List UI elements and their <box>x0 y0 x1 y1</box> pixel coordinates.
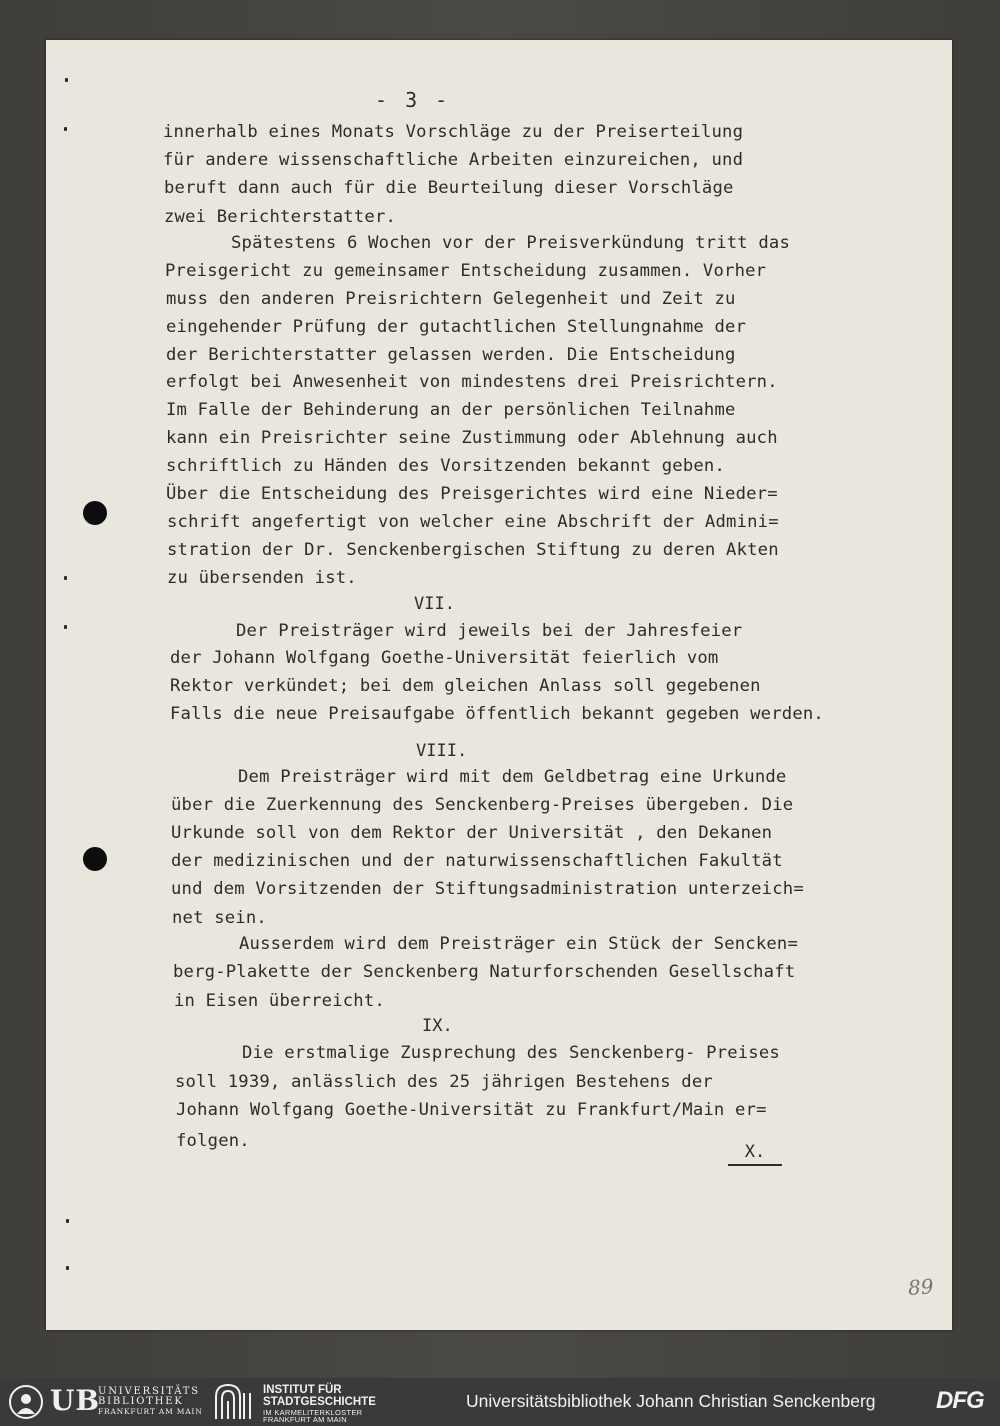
text-line: net sein. <box>172 908 267 928</box>
margin-speck <box>64 127 67 131</box>
text-line: zwei Berichterstatter. <box>164 207 397 227</box>
text-line: beruft dann auch für die Beurteilung dieser Vorschläge <box>164 178 734 198</box>
section-heading-vii: VII. <box>414 594 455 614</box>
text-line: in Eisen überreicht. <box>174 991 385 1011</box>
isg-logo-title <box>263 1384 376 1408</box>
ub-line-3: FRANKFURT AM MAIN <box>98 1407 203 1416</box>
text-line: der Johann Wolfgang Goethe-Universität feierlich vom <box>170 648 719 668</box>
text-line: soll 1939, anlässlich des 25 jährigen Bestehens der <box>175 1072 713 1092</box>
university-seal-icon <box>8 1384 44 1420</box>
isg-line-3: IM KARMELITERKLOSTER <box>263 1408 363 1417</box>
isg-line-1: INSTITUT FÜR <box>263 1384 342 1396</box>
text-line: innerhalb eines Monats Vorschläge zu der Preiserteilung <box>163 122 744 142</box>
text-line: kann ein Preisrichter seine Zustimmung oder Ablehnung auch <box>166 428 778 448</box>
section-heading-ix: IX. <box>422 1016 453 1036</box>
isg-line-2: STADTGESCHICHTE <box>263 1396 376 1408</box>
punch-hole-top <box>83 501 107 525</box>
text-line: der medizinischen und der naturwissenschaftlichen Fakultät <box>171 851 783 871</box>
text-line: Der Preisträger wird jeweils bei der Jahresfeier <box>236 621 743 641</box>
page-number: - 3 - <box>375 88 451 112</box>
text-line: zu übersenden ist. <box>167 568 357 588</box>
folio-number: 89 <box>907 1274 935 1300</box>
margin-speck <box>64 576 67 580</box>
text-line: Preisgericht zu gemeinsamer Entscheidung zusammen. Vorher <box>165 261 767 281</box>
text-line: Im Falle der Behinderung an der persönlichen Teilnahme <box>166 400 736 420</box>
text-line: erfolgt bei Anwesenheit von mindestens drei Preisrichtern. <box>166 372 778 392</box>
text-line: über die Zuerkennung des Senckenberg-Preises übergeben. Die <box>171 795 794 815</box>
text-line: für andere wissenschaftliche Arbeiten einzureichen, und <box>163 150 744 170</box>
text-line: stration der Dr. Senckenbergischen Stiftung zu deren Akten <box>167 540 779 560</box>
text-line: Johann Wolfgang Goethe-Universität zu Frankfurt/Main er= <box>176 1100 767 1120</box>
text-line: Spätestens 6 Wochen vor der Preisverkündung tritt das <box>231 233 791 253</box>
text-line: Dem Preisträger wird mit dem Geldbetrag eine Urkunde <box>238 767 787 787</box>
footer-library-title: Universitätsbibliothek Johann Christian Senckenberg <box>466 1391 876 1411</box>
ub-line-2: BIBLIOTHEK <box>98 1396 184 1407</box>
text-line: folgen. <box>176 1131 250 1151</box>
ub-line-1: UNIVERSITÄTS <box>98 1386 200 1397</box>
ub-logo-text <box>98 1387 203 1417</box>
text-line: Die erstmalige Zusprechung des Senckenberg- Preises <box>242 1043 780 1063</box>
institute-arch-icon <box>214 1383 254 1421</box>
section-heading-x: X. <box>728 1142 782 1166</box>
footer-bar <box>0 1378 1000 1426</box>
dfg-logo: DFG <box>936 1387 984 1414</box>
margin-speck <box>66 1266 69 1270</box>
text-line: Falls die neue Preisaufgabe öffentlich bekannt gegeben werden. <box>170 704 824 724</box>
text-line: Urkunde soll von dem Rektor der Universität , den Dekanen <box>171 823 773 843</box>
text-line: schrift angefertigt von welcher eine Abschrift der Admini= <box>167 512 779 532</box>
text-line: Rektor verkündet; bei dem gleichen Anlass soll gegebenen <box>170 676 761 696</box>
text-line: eingehender Prüfung der gutachtlichen Stellungnahme der <box>166 317 747 337</box>
margin-speck <box>65 78 68 82</box>
text-line: und dem Vorsitzenden der Stiftungsadministration unterzeich= <box>171 879 804 899</box>
text-line: der Berichterstatter gelassen werden. Die Entscheidung <box>166 345 736 365</box>
text-line: Über die Entscheidung des Preisgerichtes wird eine Nieder= <box>166 484 778 504</box>
section-heading-viii: VIII. <box>416 741 468 761</box>
text-line: schriftlich zu Händen des Vorsitzenden bekannt geben. <box>166 456 726 476</box>
punch-hole-bottom <box>83 847 107 871</box>
isg-line-4: FRANKFURT AM MAIN <box>263 1415 347 1424</box>
margin-speck <box>64 625 67 629</box>
text-line: Ausserdem wird dem Preisträger ein Stück der Sencken= <box>239 934 799 954</box>
text-line: berg-Plakette der Senckenberg Naturforschenden Gesellschaft <box>173 962 796 982</box>
margin-speck <box>66 1219 69 1223</box>
text-line: muss den anderen Preisrichtern Gelegenheit und Zeit zu <box>166 289 736 309</box>
isg-logo-subtitle <box>263 1409 362 1423</box>
ub-logo-mark: UB <box>50 1384 101 1417</box>
